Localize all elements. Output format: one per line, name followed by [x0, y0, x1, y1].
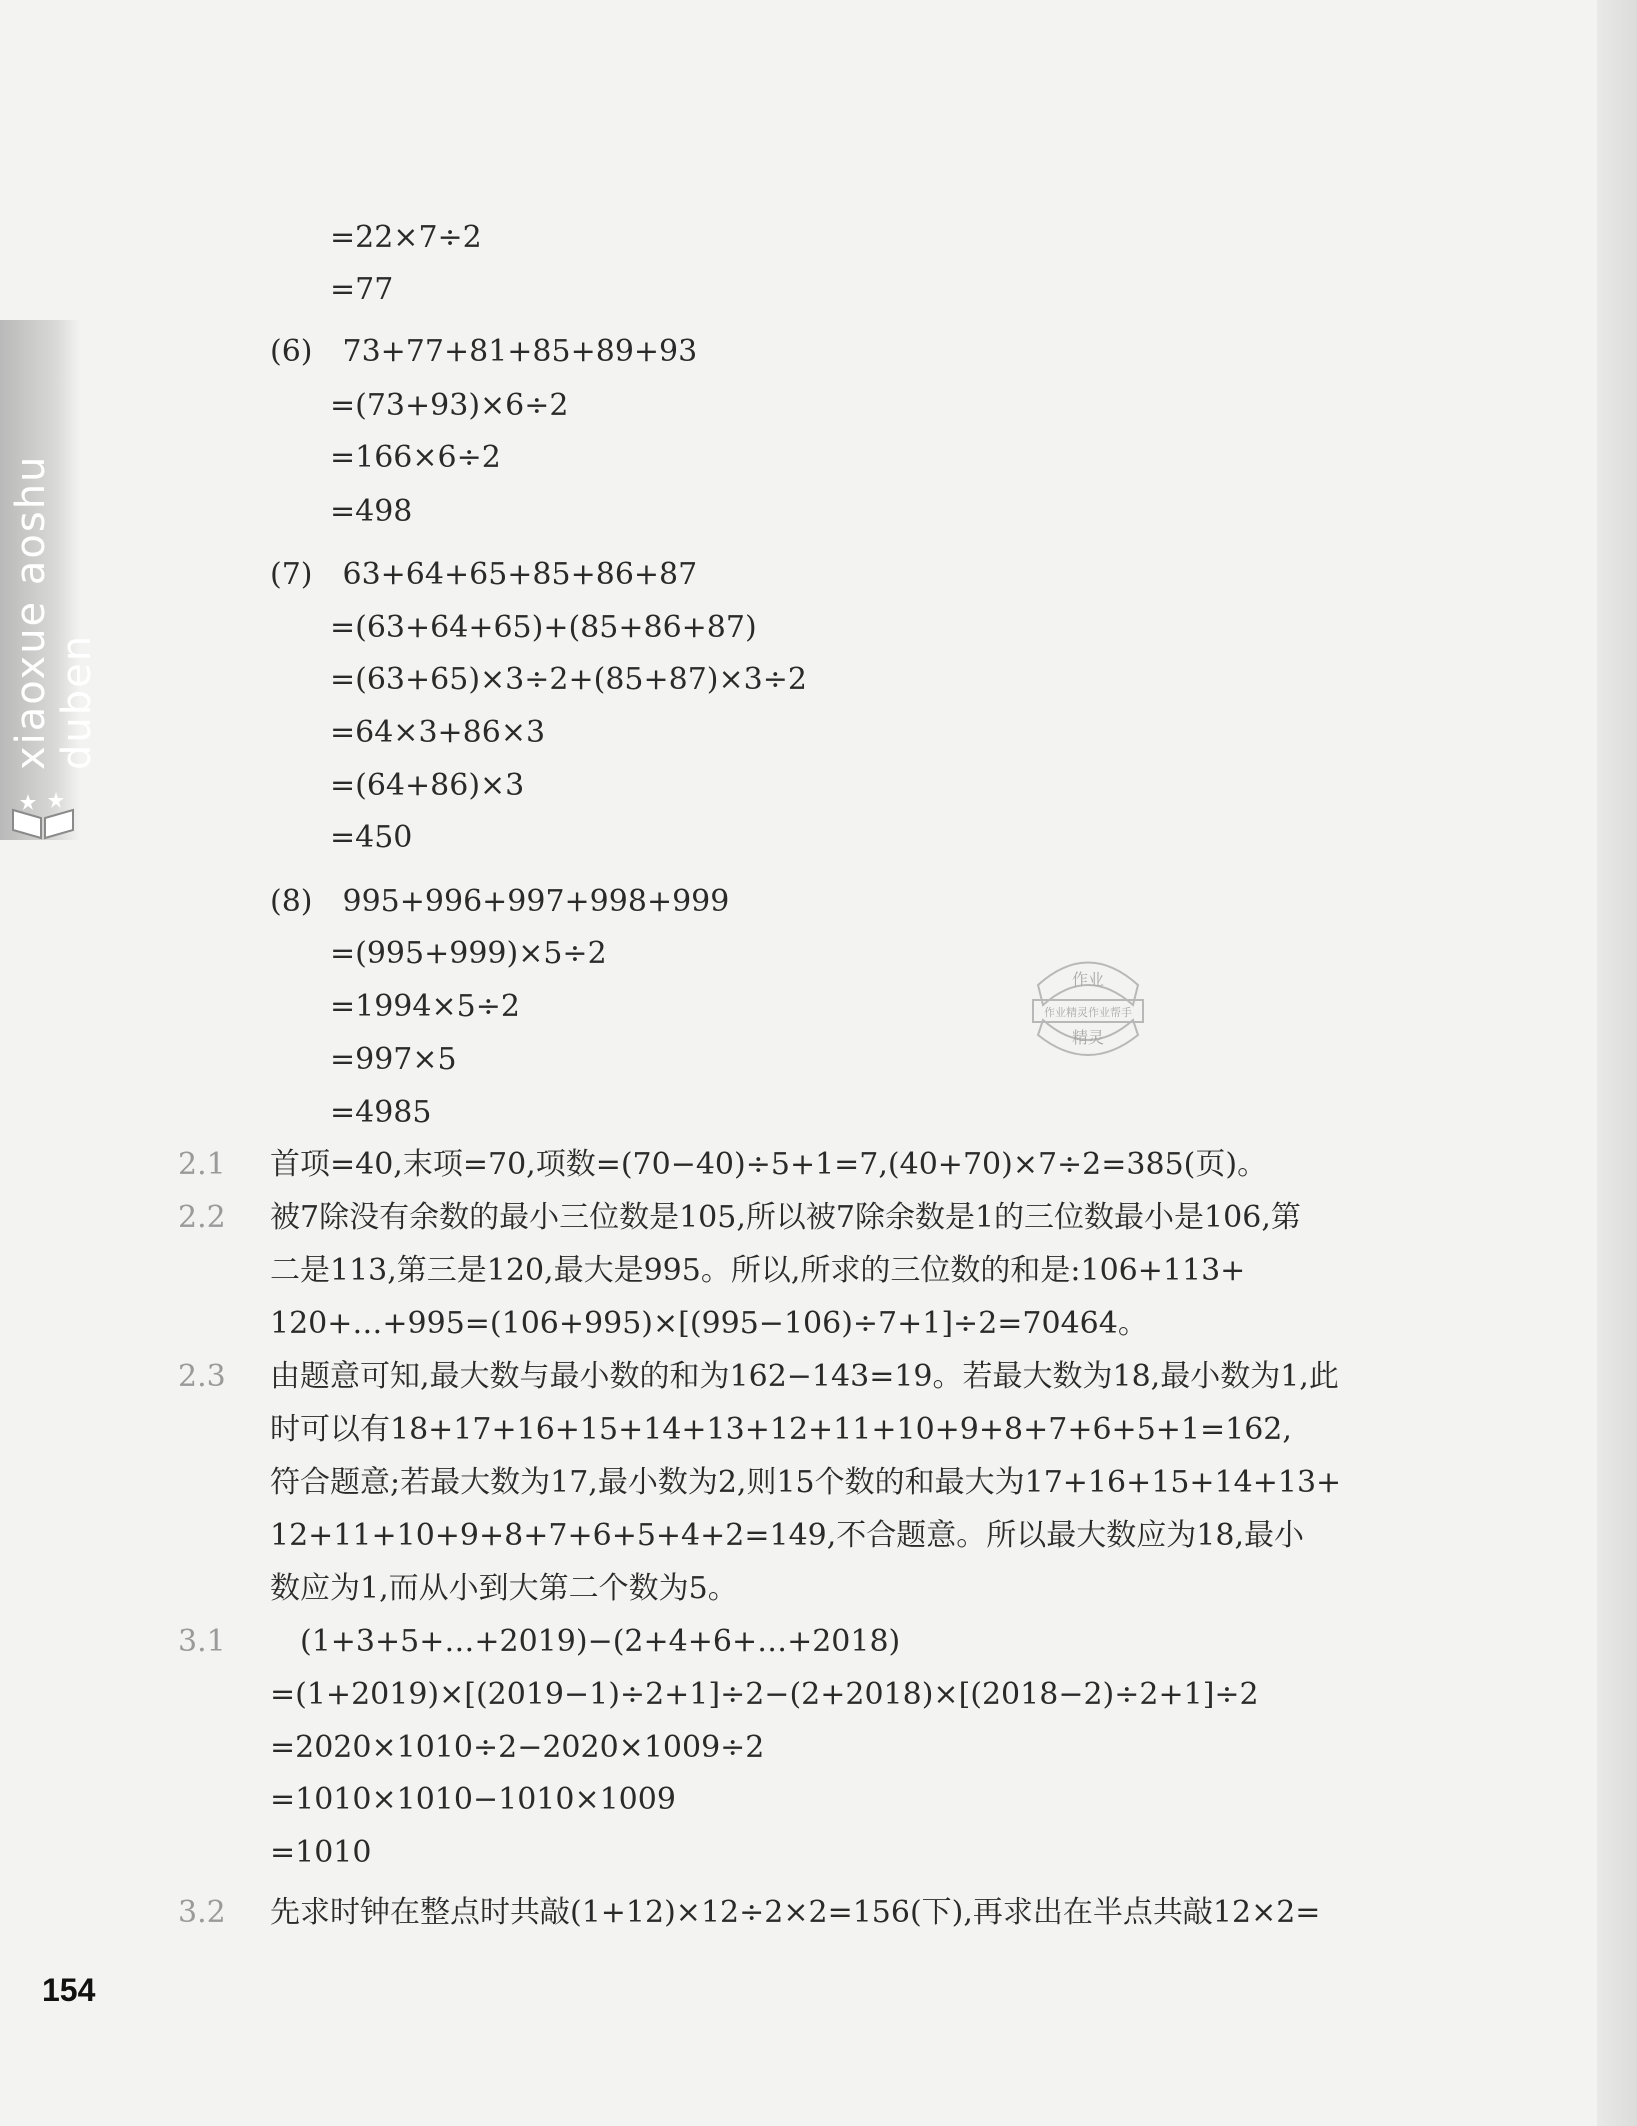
answer-line: 时可以有18+17+16+15+14+13+12+11+10+9+8+7+6+5+1=162, [270, 1412, 1292, 1447]
equation-line: =1994×5÷2 [330, 989, 520, 1024]
stamp-top-text: 作业 [1071, 970, 1105, 989]
page-number: 154 [42, 1972, 96, 2008]
problem-line: (7) 63+64+65+85+86+87 [270, 557, 698, 592]
answer-line: 数应为1,而从小到大第二个数为5。 [270, 1571, 738, 1606]
watermark-stamp [1028, 945, 1148, 1065]
equation-line: =997×5 [330, 1042, 457, 1077]
answer-line: (1+3+5+…+2019)−(2+4+6+…+2018) [300, 1624, 901, 1659]
equation-line: =(64+86)×3 [330, 768, 525, 803]
problem-line: (6) 73+77+81+85+89+93 [270, 334, 698, 369]
item-number: 3.1 [178, 1624, 226, 1659]
answer-line: 首项=40,末项=70,项数=(70−40)÷5+1=7,(40+70)×7÷2=385(页)。 [270, 1147, 1268, 1182]
equation-line: =64×3+86×3 [330, 715, 546, 750]
answer-line: 先求时钟在整点时共敲(1+12)×12÷2×2=156(下),再求出在半点共敲12×2= [270, 1895, 1321, 1930]
item-number: 3.2 [178, 1895, 226, 1930]
equation-line: =(73+93)×6÷2 [330, 388, 569, 423]
side-label: xiaoxue aoshu duben [8, 454, 100, 770]
equation-line: =(1+2019)×[(2019−1)÷2+1]÷2−(2+2018)×[(2018−2)÷2+1]÷2 [270, 1677, 1259, 1712]
answer-line: 符合题意;若最大数为17,最小数为2,则15个数的和最大为17+16+15+14+13+ [270, 1465, 1342, 1500]
equation-line: =1010 [270, 1835, 372, 1870]
answer-line: 由题意可知,最大数与最小数的和为162−143=19。若最大数为18,最小数为1,此 [270, 1359, 1339, 1394]
equation-line: =4985 [330, 1095, 432, 1130]
open-book-icon [8, 790, 78, 840]
answer-line: 被7除没有余数的最小三位数是105,所以被7除余数是1的三位数最小是106,第 [270, 1200, 1301, 1235]
equation-line: =(63+64+65)+(85+86+87) [330, 610, 757, 645]
equation-line: =22×7÷2 [330, 220, 482, 255]
equation-line: =450 [330, 820, 413, 855]
equation-line: =(63+65)×3÷2+(85+87)×3÷2 [330, 662, 807, 697]
item-number: 2.2 [178, 1200, 226, 1235]
problem-line: (8) 995+996+997+998+999 [270, 884, 730, 919]
stamp-bottom-text: 精灵 [1071, 1028, 1105, 1047]
answer-line: 12+11+10+9+8+7+6+5+4+2=149,不合题意。所以最大数应为18,最小 [270, 1518, 1305, 1553]
equation-line: =166×6÷2 [330, 440, 501, 475]
item-number: 2.1 [178, 1147, 226, 1182]
equation-line: =77 [330, 272, 394, 307]
page-edge [1597, 0, 1637, 2126]
equation-line: =1010×1010−1010×1009 [270, 1782, 676, 1817]
item-number: 2.3 [178, 1359, 226, 1394]
equation-line: =(995+999)×5÷2 [330, 936, 607, 971]
equation-line: =2020×1010÷2−2020×1009÷2 [270, 1730, 765, 1765]
answer-line: 120+…+995=(106+995)×[(995−106)÷7+1]÷2=70464。 [270, 1306, 1148, 1341]
equation-line: =498 [330, 494, 413, 529]
stamp-middle-text: 作业精灵作业帮手 [1044, 1006, 1132, 1019]
answer-line: 二是113,第三是120,最大是995。所以,所求的三位数的和是:106+113+ [270, 1253, 1246, 1288]
